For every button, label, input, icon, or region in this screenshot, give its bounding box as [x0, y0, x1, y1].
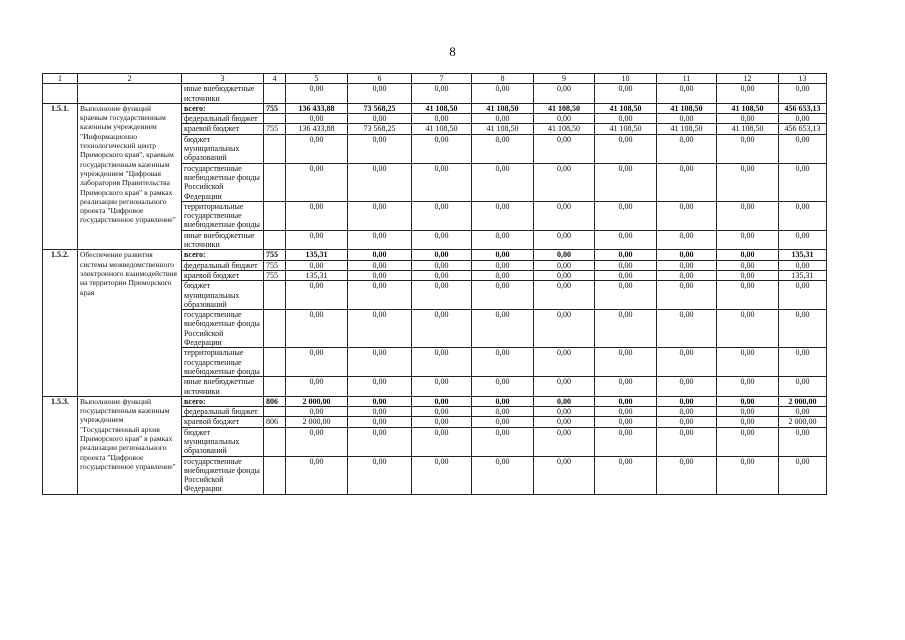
value-cell: 0,00	[534, 281, 595, 310]
value-cell: 0,00	[412, 134, 472, 163]
value-cell: 0,00	[779, 310, 827, 348]
value-cell: 0,00	[348, 456, 412, 494]
budget-table	[42, 73, 827, 495]
budget-code: 755	[264, 103, 286, 113]
value-cell: 0,00	[717, 163, 779, 201]
budget-code	[264, 427, 286, 456]
value-cell: 0,00	[717, 456, 779, 494]
value-cell: 0,00	[472, 281, 534, 310]
value-cell: 0,00	[534, 270, 595, 280]
value-cell: 0,00	[412, 250, 472, 260]
value-cell: 0,00	[534, 114, 595, 124]
source-cell: иные внебюджетные источники	[182, 84, 264, 104]
value-cell: 41 108,50	[717, 103, 779, 113]
code-cell	[264, 84, 286, 104]
value-cell: 0,00	[779, 348, 827, 377]
value-cell: 0,00	[472, 377, 534, 397]
value-cell: 0,00	[657, 396, 717, 406]
budget-code	[264, 407, 286, 417]
funding-source: федеральный бюджет	[182, 260, 264, 270]
value-cell: 135,31	[286, 250, 348, 260]
value-cell: 0,00	[472, 260, 534, 270]
budget-code: 755	[264, 250, 286, 260]
value-cell: 0,00	[412, 270, 472, 280]
value-cell: 0,00	[595, 250, 657, 260]
value-cell: 135,31	[779, 270, 827, 280]
value-cell: 0,00	[348, 281, 412, 310]
header-cell: 7	[412, 74, 472, 84]
value-cell: 0,00	[779, 114, 827, 124]
value-cell: 0,00	[595, 134, 657, 163]
header-cell: 5	[286, 74, 348, 84]
value-cell: 0,00	[348, 260, 412, 270]
value-cell: 0,00	[412, 84, 472, 104]
value-cell: 0,00	[595, 417, 657, 427]
budget-code: 755	[264, 270, 286, 280]
id-cell	[43, 84, 78, 104]
value-cell: 0,00	[534, 163, 595, 201]
total-row	[43, 103, 827, 113]
total-row	[43, 250, 827, 260]
header-cell: 12	[717, 74, 779, 84]
value-cell: 0,00	[534, 134, 595, 163]
value-cell: 0,00	[717, 396, 779, 406]
value-cell: 0,00	[348, 348, 412, 377]
value-cell: 2 000,00	[286, 417, 348, 427]
value-cell: 456 653,13	[779, 124, 827, 134]
value-cell: 0,00	[412, 407, 472, 417]
value-cell: 0,00	[595, 270, 657, 280]
funding-source: территориальные государственные внебюджетные фонды	[182, 348, 264, 377]
value-cell: 41 108,50	[657, 124, 717, 134]
funding-source: иные внебюджетные источники	[182, 230, 264, 250]
item-description: Выполнение функций государственным казенным учреждением "Государственный архив Приморского края" в рамках реализации регионального проекта "Цифровое государственное управление"	[78, 396, 182, 494]
continuation-row	[43, 84, 827, 104]
value-cell: 41 108,50	[472, 103, 534, 113]
header-row	[43, 74, 827, 84]
total-row	[43, 396, 827, 406]
value-cell: 0,00	[595, 310, 657, 348]
value-cell: 0,00	[286, 427, 348, 456]
value-cell: 0,00	[348, 270, 412, 280]
value-cell: 0,00	[657, 417, 717, 427]
value-cell: 0,00	[412, 281, 472, 310]
budget-code	[264, 201, 286, 230]
value-cell: 0,00	[412, 163, 472, 201]
value-cell: 0,00	[534, 310, 595, 348]
value-cell: 0,00	[595, 114, 657, 124]
value-cell: 0,00	[779, 230, 827, 250]
value-cell: 0,00	[534, 348, 595, 377]
value-cell: 0,00	[595, 281, 657, 310]
value-cell: 0,00	[595, 456, 657, 494]
value-cell: 0,00	[412, 396, 472, 406]
value-cell: 41 108,50	[595, 103, 657, 113]
value-cell: 0,00	[286, 260, 348, 270]
value-cell: 0,00	[534, 250, 595, 260]
budget-code: 806	[264, 396, 286, 406]
value-cell: 0,00	[595, 230, 657, 250]
value-cell: 0,00	[472, 84, 534, 104]
value-cell: 0,00	[657, 270, 717, 280]
value-cell: 0,00	[717, 250, 779, 260]
item-description: Выполнение функций краевым государственным казенным учреждением "Информационно технологический центр Приморского края", краевым государственным казенным учреждением "Цифровая лаборатория Правительства Приморского края" в рамках реализации регионального проекта "Цифровое государственное управление"	[78, 103, 182, 249]
value-cell: 0,00	[348, 163, 412, 201]
item-description: Обеспечение развития системы межведомственного электронного взаимодействия на территории Приморского края	[78, 250, 182, 396]
value-cell: 0,00	[657, 281, 717, 310]
value-cell: 0,00	[657, 230, 717, 250]
value-cell: 0,00	[472, 270, 534, 280]
value-cell: 0,00	[657, 260, 717, 270]
value-cell: 0,00	[472, 114, 534, 124]
value-cell: 0,00	[412, 348, 472, 377]
value-cell: 0,00	[286, 201, 348, 230]
value-cell: 0,00	[412, 201, 472, 230]
value-cell: 0,00	[779, 456, 827, 494]
budget-code	[264, 134, 286, 163]
header-cell: 3	[182, 74, 264, 84]
value-cell: 41 108,50	[534, 103, 595, 113]
value-cell: 0,00	[595, 84, 657, 104]
value-cell: 0,00	[534, 377, 595, 397]
header-cell: 2	[78, 74, 182, 84]
value-cell: 0,00	[286, 84, 348, 104]
value-cell: 0,00	[412, 427, 472, 456]
value-cell: 0,00	[595, 348, 657, 377]
value-cell: 0,00	[348, 377, 412, 397]
value-cell: 0,00	[717, 407, 779, 417]
value-cell: 0,00	[657, 201, 717, 230]
value-cell: 0,00	[412, 456, 472, 494]
value-cell: 41 108,50	[412, 103, 472, 113]
value-cell: 0,00	[779, 134, 827, 163]
value-cell: 0,00	[534, 396, 595, 406]
funding-source: территориальные государственные внебюджетные фонды	[182, 201, 264, 230]
value-cell: 0,00	[348, 84, 412, 104]
value-cell: 41 108,50	[717, 124, 779, 134]
value-cell: 0,00	[472, 396, 534, 406]
funding-source: краевой бюджет	[182, 124, 264, 134]
value-cell: 0,00	[348, 427, 412, 456]
value-cell: 0,00	[348, 201, 412, 230]
value-cell: 0,00	[534, 407, 595, 417]
funding-source: государственные внебюджетные фонды Российской Федерации	[182, 163, 264, 201]
value-cell: 41 108,50	[657, 103, 717, 113]
value-cell: 0,00	[657, 163, 717, 201]
value-cell: 0,00	[286, 310, 348, 348]
value-cell: 0,00	[534, 84, 595, 104]
value-cell: 0,00	[657, 134, 717, 163]
value-cell: 0,00	[348, 417, 412, 427]
funding-source: бюджет муниципальных образований	[182, 427, 264, 456]
value-cell: 0,00	[286, 134, 348, 163]
value-cell: 0,00	[657, 114, 717, 124]
value-cell: 0,00	[534, 230, 595, 250]
value-cell: 0,00	[472, 427, 534, 456]
value-cell: 135,31	[286, 270, 348, 280]
value-cell: 0,00	[717, 281, 779, 310]
value-cell: 0,00	[657, 407, 717, 417]
value-cell: 0,00	[348, 250, 412, 260]
value-cell: 0,00	[472, 230, 534, 250]
header-cell: 8	[472, 74, 534, 84]
budget-code: 755	[264, 124, 286, 134]
description-cell	[78, 84, 182, 104]
value-cell: 0,00	[472, 163, 534, 201]
value-cell: 0,00	[657, 84, 717, 104]
value-cell: 0,00	[657, 250, 717, 260]
value-cell: 2 000,00	[286, 396, 348, 406]
value-cell: 0,00	[717, 201, 779, 230]
value-cell: 135,31	[779, 250, 827, 260]
item-number: 1.5.2.	[43, 250, 78, 396]
value-cell: 0,00	[348, 396, 412, 406]
value-cell: 0,00	[717, 377, 779, 397]
value-cell: 136 433,88	[286, 103, 348, 113]
value-cell: 0,00	[286, 281, 348, 310]
funding-source: краевой бюджет	[182, 270, 264, 280]
value-cell: 0,00	[412, 230, 472, 250]
value-cell: 0,00	[657, 427, 717, 456]
value-cell: 0,00	[717, 230, 779, 250]
value-cell: 0,00	[472, 250, 534, 260]
value-cell: 0,00	[286, 407, 348, 417]
funding-source: всего:	[182, 103, 264, 113]
value-cell: 0,00	[412, 377, 472, 397]
value-cell: 0,00	[472, 456, 534, 494]
budget-code: 806	[264, 417, 286, 427]
value-cell: 41 108,50	[472, 124, 534, 134]
value-cell: 0,00	[286, 163, 348, 201]
value-cell: 0,00	[717, 84, 779, 104]
value-cell: 73 568,25	[348, 124, 412, 134]
value-cell: 0,00	[717, 427, 779, 456]
value-cell: 0,00	[717, 114, 779, 124]
value-cell: 0,00	[595, 163, 657, 201]
value-cell: 136 433,88	[286, 124, 348, 134]
funding-source: всего:	[182, 396, 264, 406]
item-number: 1.5.1.	[43, 103, 78, 249]
funding-source: федеральный бюджет	[182, 407, 264, 417]
value-cell: 0,00	[412, 114, 472, 124]
value-cell: 0,00	[348, 134, 412, 163]
funding-source: всего:	[182, 250, 264, 260]
budget-code	[264, 456, 286, 494]
value-cell: 0,00	[657, 348, 717, 377]
value-cell: 0,00	[779, 163, 827, 201]
value-cell: 0,00	[595, 407, 657, 417]
header-cell: 6	[348, 74, 412, 84]
value-cell: 0,00	[779, 281, 827, 310]
value-cell: 0,00	[717, 134, 779, 163]
header-cell: 11	[657, 74, 717, 84]
header-cell: 1	[43, 74, 78, 84]
value-cell: 0,00	[595, 260, 657, 270]
value-cell: 0,00	[595, 377, 657, 397]
budget-code	[264, 310, 286, 348]
header-cell: 10	[595, 74, 657, 84]
value-cell: 0,00	[657, 377, 717, 397]
value-cell: 0,00	[534, 201, 595, 230]
value-cell: 73 568,25	[348, 103, 412, 113]
value-cell: 2 000,00	[779, 417, 827, 427]
value-cell: 0,00	[779, 377, 827, 397]
value-cell: 456 653,13	[779, 103, 827, 113]
value-cell: 0,00	[779, 84, 827, 104]
budget-code	[264, 281, 286, 310]
funding-source: государственные внебюджетные фонды Российской Федерации	[182, 456, 264, 494]
value-cell: 0,00	[717, 348, 779, 377]
value-cell: 0,00	[595, 396, 657, 406]
value-cell: 0,00	[595, 201, 657, 230]
value-cell: 41 108,50	[595, 124, 657, 134]
value-cell: 0,00	[534, 260, 595, 270]
value-cell: 0,00	[412, 417, 472, 427]
value-cell: 0,00	[348, 230, 412, 250]
funding-source: бюджет муниципальных образований	[182, 281, 264, 310]
value-cell: 0,00	[779, 407, 827, 417]
budget-code	[264, 348, 286, 377]
value-cell: 0,00	[472, 417, 534, 427]
budget-code: 755	[264, 260, 286, 270]
value-cell: 0,00	[348, 407, 412, 417]
value-cell: 0,00	[779, 201, 827, 230]
budget-code	[264, 114, 286, 124]
value-cell: 0,00	[286, 230, 348, 250]
value-cell: 0,00	[534, 427, 595, 456]
value-cell: 0,00	[779, 427, 827, 456]
funding-source: федеральный бюджет	[182, 114, 264, 124]
budget-code	[264, 163, 286, 201]
value-cell: 0,00	[717, 417, 779, 427]
item-number: 1.5.3.	[43, 396, 78, 494]
funding-source: бюджет муниципальных образований	[182, 134, 264, 163]
value-cell: 41 108,50	[412, 124, 472, 134]
value-cell: 0,00	[472, 310, 534, 348]
value-cell: 0,00	[717, 310, 779, 348]
value-cell: 0,00	[717, 270, 779, 280]
funding-source: государственные внебюджетные фонды Российской Федерации	[182, 310, 264, 348]
value-cell: 0,00	[779, 260, 827, 270]
table-body	[43, 74, 827, 495]
value-cell: 0,00	[534, 456, 595, 494]
value-cell: 0,00	[412, 310, 472, 348]
value-cell: 0,00	[286, 348, 348, 377]
value-cell: 0,00	[534, 417, 595, 427]
header-cell: 13	[779, 74, 827, 84]
funding-source: краевой бюджет	[182, 417, 264, 427]
value-cell: 0,00	[472, 348, 534, 377]
value-cell: 2 000,00	[779, 396, 827, 406]
value-cell: 0,00	[472, 407, 534, 417]
value-cell: 0,00	[286, 377, 348, 397]
value-cell: 0,00	[348, 310, 412, 348]
budget-code	[264, 377, 286, 397]
value-cell: 0,00	[657, 456, 717, 494]
page-number: 8	[449, 44, 456, 59]
value-cell: 0,00	[595, 427, 657, 456]
budget-code	[264, 230, 286, 250]
value-cell: 0,00	[348, 114, 412, 124]
value-cell: 0,00	[286, 114, 348, 124]
value-cell: 0,00	[657, 310, 717, 348]
value-cell: 0,00	[286, 456, 348, 494]
header-cell: 4	[264, 74, 286, 84]
value-cell: 0,00	[717, 260, 779, 270]
funding-source: иные внебюджетные источники	[182, 377, 264, 397]
value-cell: 0,00	[472, 201, 534, 230]
value-cell: 0,00	[412, 260, 472, 270]
value-cell: 0,00	[472, 134, 534, 163]
value-cell: 41 108,50	[534, 124, 595, 134]
header-cell: 9	[534, 74, 595, 84]
